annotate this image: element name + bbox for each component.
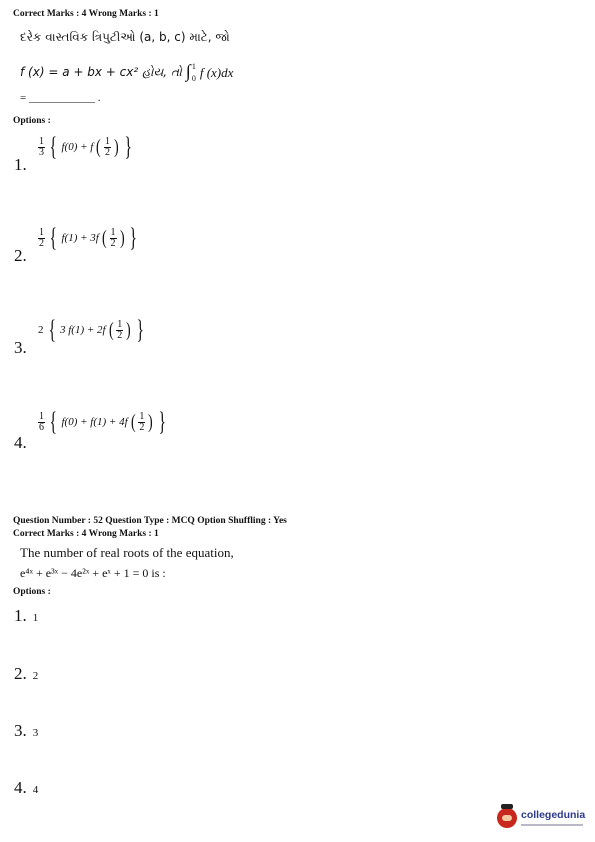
integral-lower: 0 (191, 73, 196, 83)
integral-upper: 1 (191, 61, 196, 71)
q51-option-1-expression[interactable]: $\frac{1}{3}$ { f(0) + f ( $\frac{1}{2}$ ) } (39, 132, 132, 161)
frac-denominator: 2 (110, 237, 116, 249)
frac-denominator: 2 (105, 146, 111, 158)
frac-denominator: 2 (117, 329, 123, 341)
option-terms: f(1) + 3f (61, 232, 99, 244)
coef-numerator: 1 (39, 226, 44, 238)
coef-lead: 2 (38, 324, 44, 336)
q51-options-label: Options : (13, 116, 51, 126)
option-number: 3. (14, 721, 27, 740)
logo-mascot-icon (497, 808, 517, 828)
frac-numerator: 1 (117, 318, 123, 330)
frac-denominator: 2 (139, 421, 145, 433)
q51-marks: Correct Marks : 4 Wrong Marks : 1 (13, 9, 159, 19)
q52-stem: The number of real roots of the equation, (20, 545, 234, 560)
q51-option-4-expression[interactable]: $\frac{1}{6}$ { f(0) + f(1) + 4f ( $\frac{1}{2}$ ) } (39, 407, 166, 436)
logo-text: collegedunia (521, 809, 586, 822)
logo-tagline-bar (521, 824, 583, 826)
option-number: 4. (14, 778, 27, 797)
q52-equation: e⁴ˣ + e³ˣ − 4e²ˣ + eˣ + 1 = 0 is : (20, 566, 166, 580)
q52-option-2[interactable] (14, 664, 38, 684)
q51-option-1-number[interactable]: 1. (14, 155, 27, 174)
coef-numerator: 1 (39, 135, 44, 147)
frac-numerator: 1 (110, 226, 116, 238)
option-value: 2 (32, 670, 39, 682)
option-value: 3 (32, 727, 39, 739)
coef-denominator: 2 (39, 237, 44, 249)
option-value: 4 (32, 784, 39, 796)
q52-option-1[interactable] (14, 606, 38, 626)
q52-option-4[interactable] (14, 778, 38, 798)
coef-numerator: 1 (39, 410, 44, 422)
option-terms: f(0) + f (61, 141, 94, 153)
option-terms: f(0) + f(1) + 4f (61, 416, 128, 428)
q52-options-label: Options : (13, 587, 51, 597)
q52-header: Question Number : 52 Question Type : MCQ Option Shuffling : Yes (13, 516, 287, 526)
q51-option-3-number[interactable]: 3. (14, 338, 27, 357)
frac-numerator: 1 (105, 135, 111, 147)
integrand: f (x)dx (199, 64, 234, 80)
option-terms: 3 f(1) + 2f (59, 324, 106, 336)
coef-denominator: 6 (39, 421, 44, 433)
option-number: 2. (14, 664, 27, 683)
integral-sign: ∫ (185, 61, 191, 81)
option-value: 1 (32, 612, 39, 624)
q51-option-4-number[interactable]: 4. (14, 433, 27, 452)
collegedunia-logo (497, 804, 587, 832)
q51-stem-line2 (20, 62, 233, 83)
option-number: 1. (14, 606, 27, 625)
q51-fx: f (x) = a + bx + cx² હોય, તો (20, 65, 182, 79)
q52-marks: Correct Marks : 4 Wrong Marks : 1 (13, 529, 159, 539)
coef-denominator: 3 (39, 146, 44, 158)
frac-numerator: 1 (139, 410, 145, 422)
q51-stem-line1: દરેક વાસ્તવિક ત્રિપુટીઓ (a, b, c) માટે, જો (20, 30, 230, 44)
q52-option-3[interactable] (14, 721, 38, 741)
q51-option-2-number[interactable]: 2. (14, 246, 27, 265)
q51-option-3-expression[interactable]: 2 { 3 f(1) + 2f ( $\frac{1}{2}$ ) } (38, 315, 144, 344)
q51-option-2-expression[interactable]: $\frac{1}{2}$ { f(1) + 3f ( $\frac{1}{2}$ ) } (39, 223, 138, 252)
q51-blank: = ____________ . (20, 92, 101, 104)
